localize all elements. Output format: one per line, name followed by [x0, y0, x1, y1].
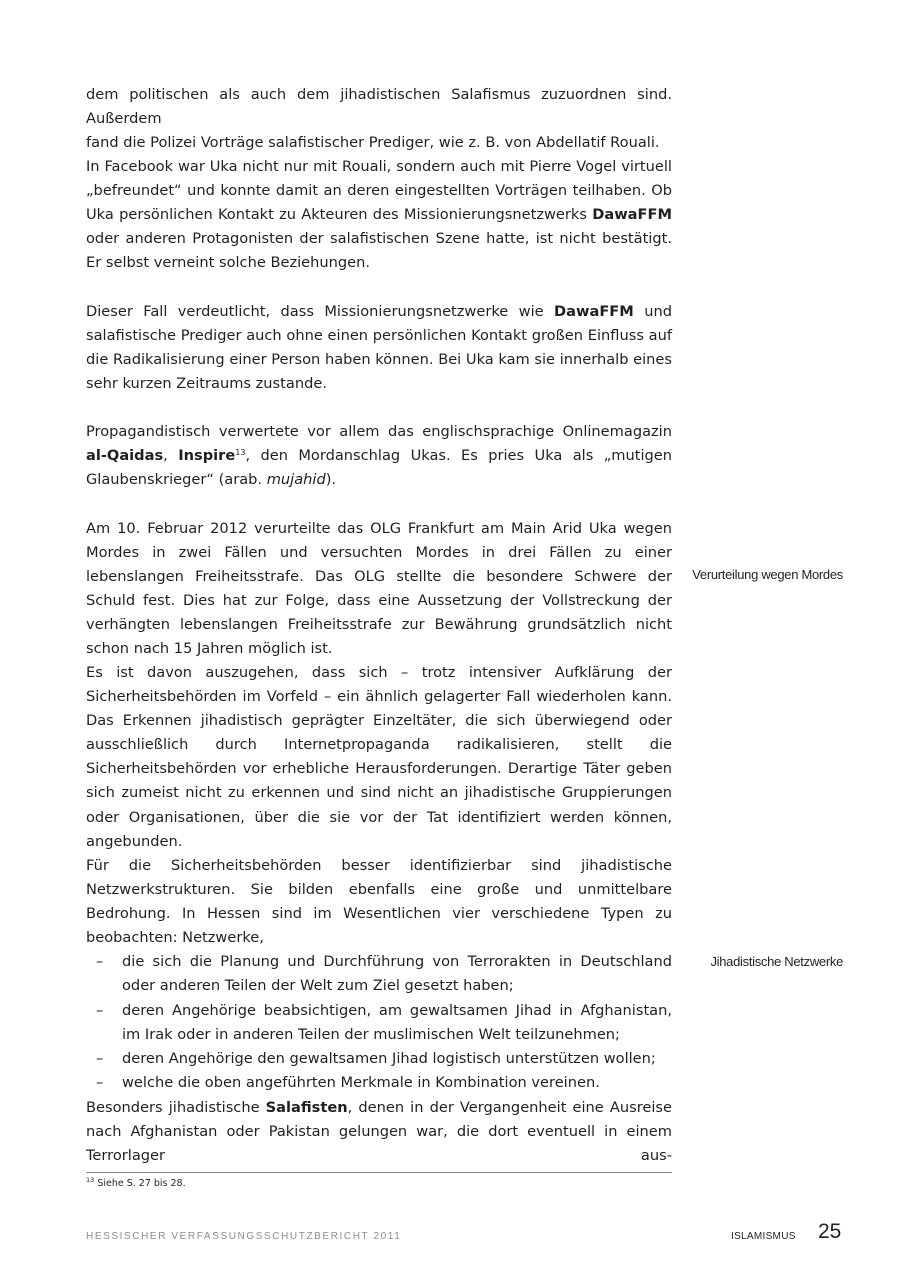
bold-term: DawaFFM — [554, 303, 634, 320]
list-item — [86, 1047, 672, 1071]
paragraph-einzeltaeter — [86, 661, 672, 854]
dash-bullet: – — [96, 953, 104, 971]
list-item-text: deren Angehörige den gewaltsamen Jihad logistisch unterstützen wollen; — [122, 1049, 656, 1067]
list-item-text: welche die oben angeführten Merkmale in Kombination vereinen. — [122, 1073, 600, 1091]
text: , denen in der Vergangenheit eine Ausreise nach Afghanistan oder Pakistan gelungen war, die dort eventuell in einem Terrorlager aus- — [86, 1099, 673, 1165]
paragraph-text — [86, 300, 672, 396]
line: fand die Polizei Vorträge salafistischer Prediger, wie z. B. von Abdellatif Rouali. — [86, 134, 660, 152]
bold-term: DawaFFM — [592, 206, 672, 224]
list-item — [86, 999, 672, 1047]
sidenote-verurteilung: Verurteilung wegen Mordes — [692, 567, 843, 582]
paragraph-propaganda — [86, 420, 672, 492]
paragraph-urteil — [86, 517, 672, 662]
paragraph-text: Für die Sicherheitsbehörden besser identifizierbar sind jihadistische Netzwerkstrukturen. Sie bilden ebenfalls eine große und unmittelbare Bedrohung. In Hessen sind im Wesentlichen vier verschiedene Typen zu beobachten: Netzwerke, — [86, 857, 672, 947]
paragraph-text: Es ist davon auszugehen, dass sich – trotz intensiver Aufklärung der Sicherheitsbehörden im Vorfeld – ein ähnlich gelagerter Fall wiederholen kann. Das Erkennen jihadistisch geprägter Einzeltäter, die sich überwiegend oder ausschließlich durch Internetpropaganda radikalisieren, stellt die Sicherheitsbehörden vor erhebliche Herausforderungen. Derartige Täter geben sich zumeist nicht zu erkennen und sind nicht an jihadistische Gruppierungen oder Organisationen, über die sie vor der Tat identifiziert werden können, angebunden. — [86, 664, 672, 850]
publication-title: HESSISCHER VERFASSUNGSSCHUTZBERICHT 2011 — [86, 1231, 402, 1242]
list-item-text: deren Angehörige beabsichtigen, am gewaltsamen Jihad in Afghanistan, im Irak oder in anderen Teilen der muslimischen Welt teilzunehmen; — [122, 1001, 672, 1043]
paragraph-text — [86, 155, 672, 275]
paragraph-text: Am 10. Februar 2012 verurteilte das OLG Frankfurt am Main Arid Uka wegen Mordes in zwei Fällen und versuchten Mordes in drei Fällen zu einer lebenslangen Freiheitsstrafe. Das OLG stellte die besondere Schwere der Schuld fest. Dies hat zur Folge, dass eine Aussetzung der Vollstreckung der verhängten lebenslangen Freiheitsstrafe zur Bewährung grundsätzlich nicht schon nach 15 Jahren möglich ist. — [86, 520, 672, 658]
paragraph-facebook — [86, 155, 672, 275]
bold-term: Salafisten — [265, 1099, 348, 1116]
text: Propagandistisch verwertete vor allem das englischsprachige Onlinemagazin — [86, 423, 672, 440]
text: oder anderen Protagonisten der salafistischen Szene hatte, ist nicht bestätigt. Er selbst verneint solche Beziehungen. — [86, 230, 672, 272]
list-item-text: die sich die Planung und Durchführung von Terrorakten in Deutschland oder anderen Teilen der Welt zum Ziel gesetzt haben; — [122, 953, 672, 995]
line: dem politischen als auch dem jihadistischen Salafismus zuzuordnen sind. Außerdem — [86, 86, 672, 128]
footnote-text: Siehe S. 27 bis 28. — [94, 1178, 186, 1190]
footnote-number: 13 — [86, 1176, 95, 1184]
text: ). — [325, 471, 337, 489]
paragraph-salafisten — [86, 1096, 672, 1168]
paragraph-text — [86, 1096, 672, 1168]
page-number: 25 — [818, 1220, 842, 1243]
paragraph-fall — [86, 300, 672, 396]
paragraph-text — [86, 420, 672, 492]
sidenote-netzwerke: Jihadistische Netzwerke — [710, 954, 843, 969]
text: und salafistische Prediger auch ohne einen persönlichen Kontakt großen Einfluss auf die Radikalisierung einer Person haben können. Bei Uka kam sie innerhalb eines sehr kurzen Zeitraums zustande. — [86, 303, 672, 393]
footnote — [86, 1176, 186, 1189]
dash-bullet: – — [96, 1001, 104, 1019]
dash-bullet: – — [96, 1049, 104, 1067]
footnote-reference[interactable]: 13 — [235, 448, 246, 458]
bold-term: al-Qaidas — [86, 447, 164, 465]
section-title: ISLAMISMUS — [731, 1231, 796, 1242]
list-item — [86, 1071, 672, 1095]
paragraph-netzwerke — [86, 854, 672, 1095]
text: , — [163, 447, 179, 465]
paragraph-continuation — [86, 83, 672, 155]
italic-term: mujahid — [266, 471, 326, 489]
text: , den Mordanschlag Ukas. Es pries Uka als „mutigen Glaubenskrieger“ (arab. — [86, 447, 672, 489]
text: Dieser Fall verdeutlicht, dass Missionierungsnetzwerke wie — [86, 303, 555, 320]
bold-term: Inspire — [178, 447, 236, 465]
text: Besonders jihadistische — [86, 1099, 266, 1116]
list-item — [86, 950, 672, 998]
dash-bullet: – — [96, 1073, 104, 1091]
text: In Facebook war Uka nicht nur mit Rouali, sondern auch mit Pierre Vogel virtuell „befreundet“ und konnte damit an deren eingestellten Vorträgen teilhaben. Ob Uka persönlichen Kontakt zu Akteuren des Missionierungsnetzwerks — [86, 158, 672, 224]
footnote-divider — [86, 1172, 672, 1173]
